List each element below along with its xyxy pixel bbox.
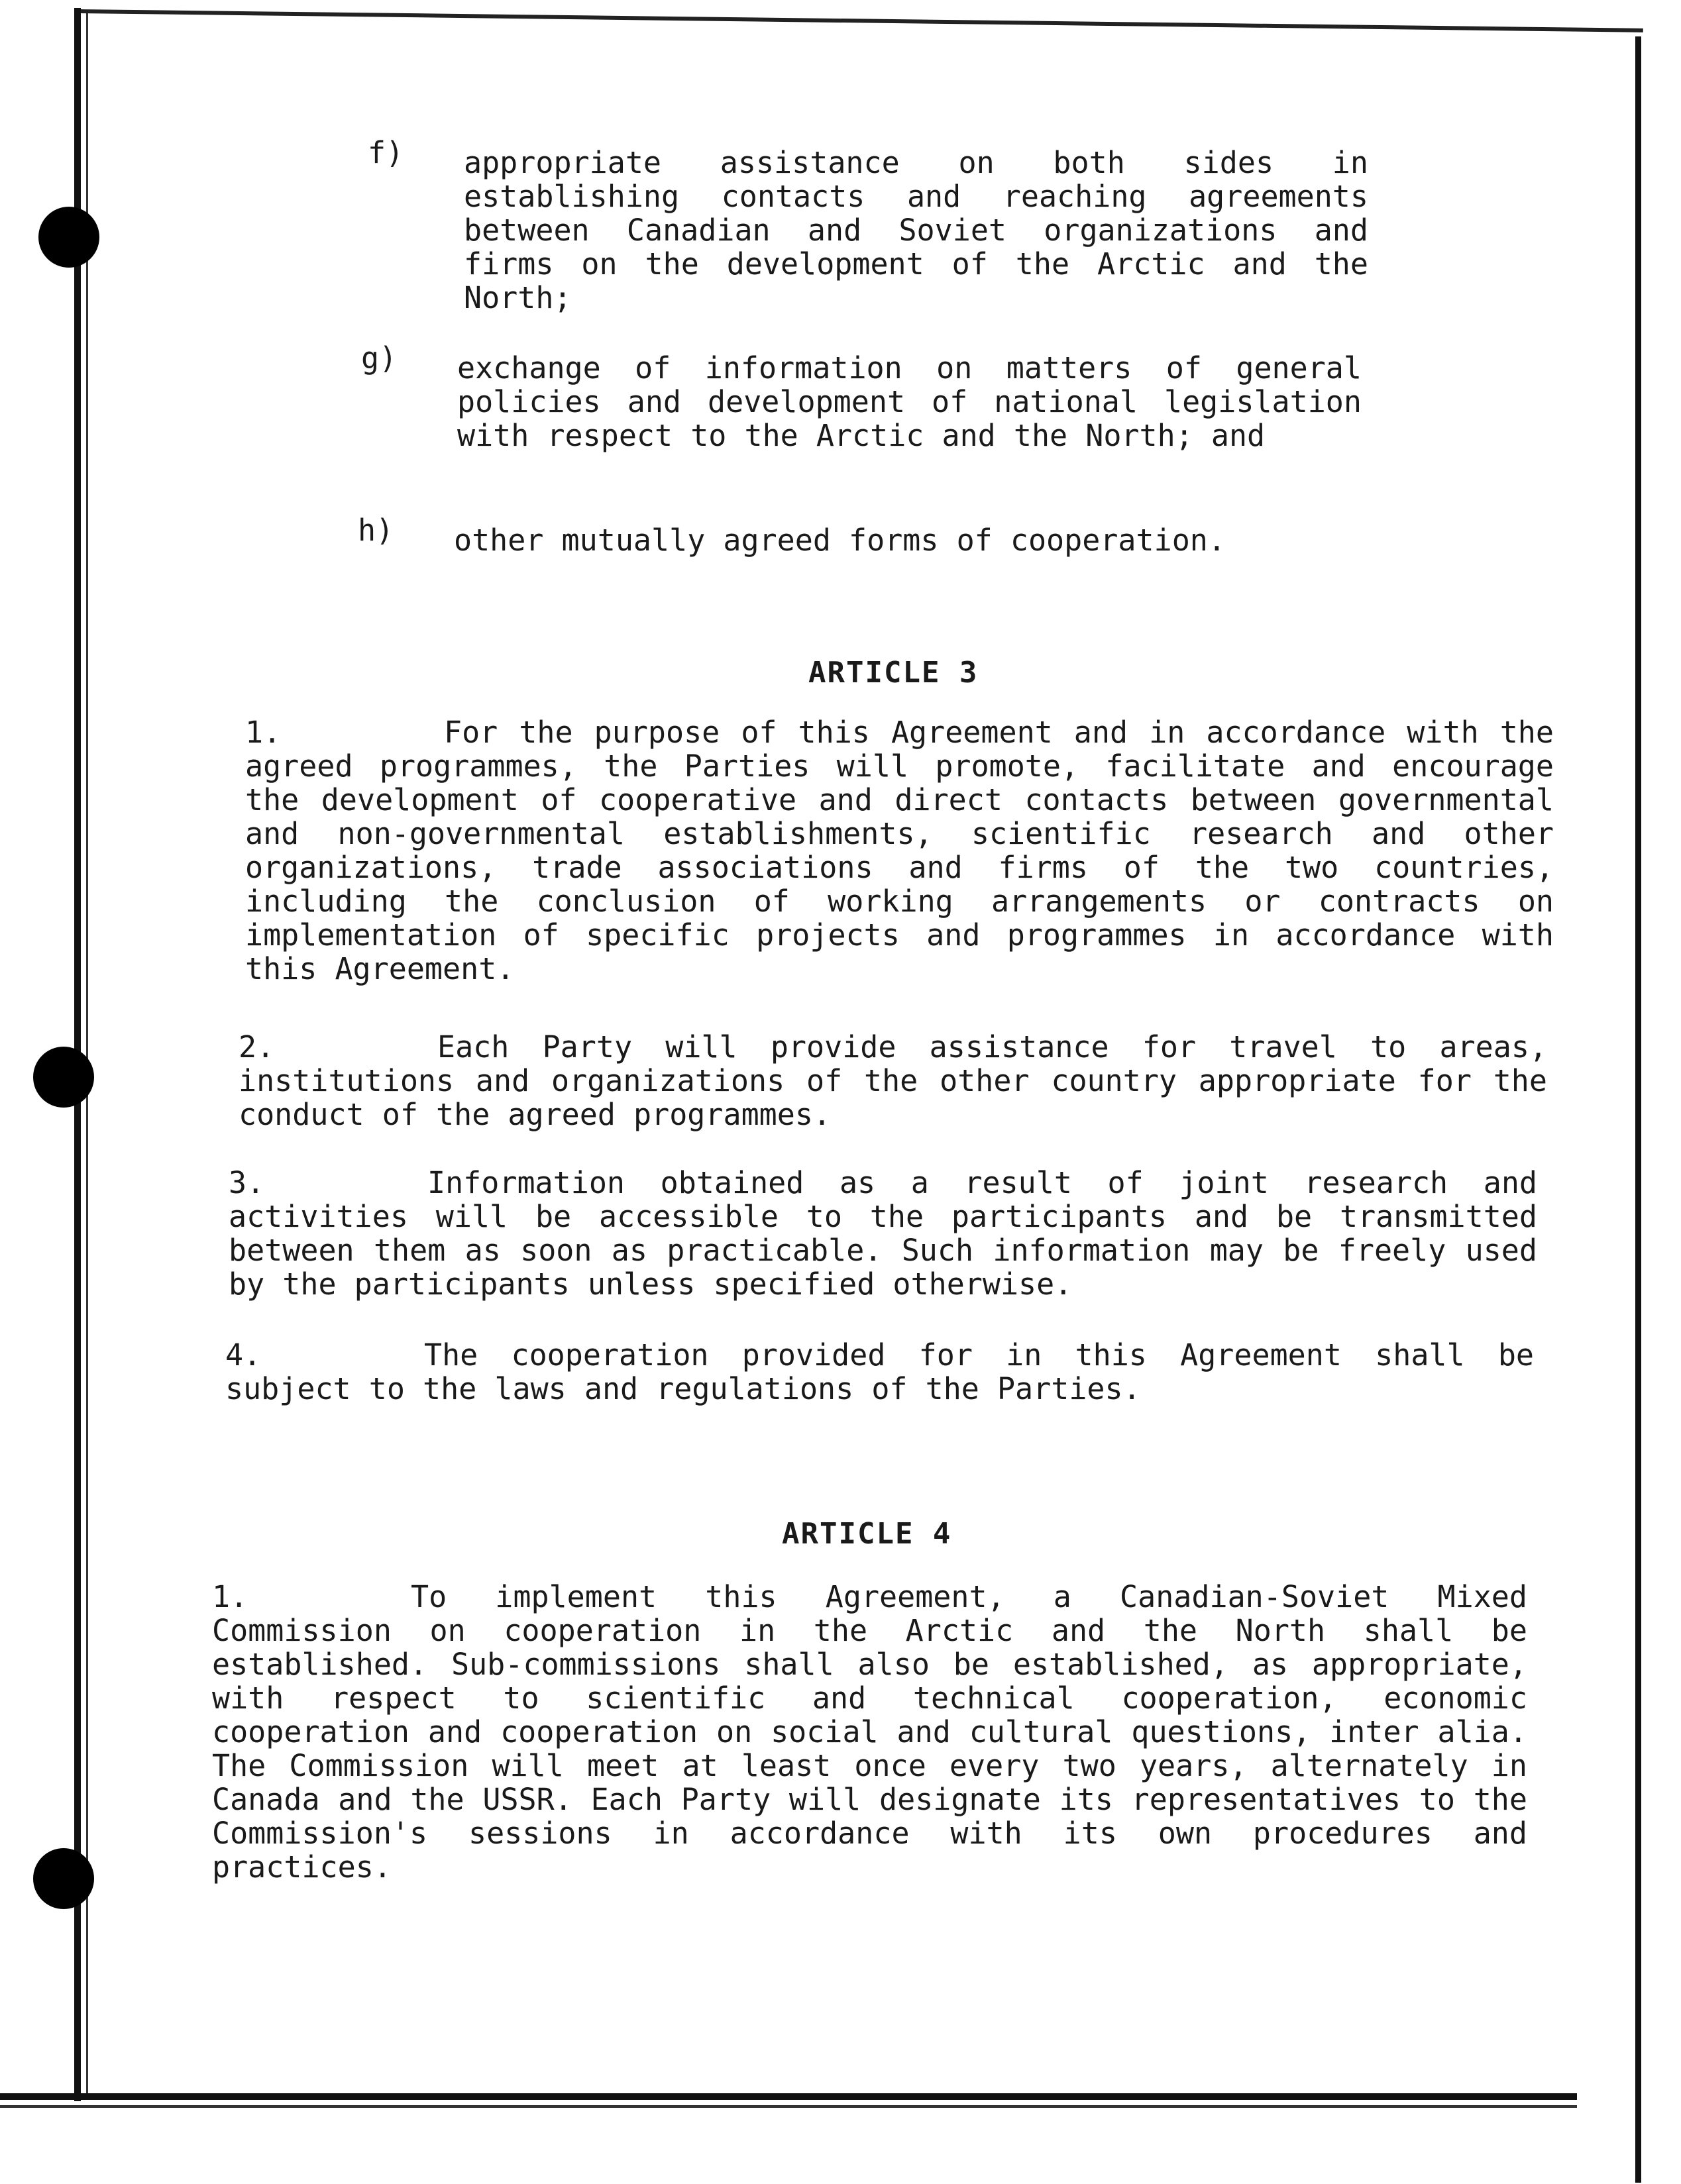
page-border-right [1635,36,1641,2183]
article-paragraph [229,1166,1537,1301]
paragraph-text: For the purpose of this Agreement and in accordance with the agreed programmes, the Parties will promote, facilitate and encourage the development of cooperative and direct contacts between governmental and non-governmental establishments, scientific research and other organizations, trade associations and firms of the two countries, including the conclusion of working arrangements or contracts on implementation of specific projects and programmes in accordance with this Agreement. [245,715,1554,986]
list-item-letter: f) [368,135,404,170]
list-item-text: other mutually agreed forms of cooperation. [454,523,1226,558]
paragraph-number: 4. [225,1337,262,1373]
article-paragraph [245,715,1554,986]
article-heading: ARTICLE 3 [808,656,979,690]
list-item-letter: g) [361,340,398,376]
binder-hole-middle [33,1047,94,1108]
paragraph-text: Each Party will provide assistance for travel to areas, institutions and organizations of the other country appropriate for the conduct of the agreed programmes. [239,1029,1547,1132]
paragraph-number: 2. [239,1029,275,1065]
page-border-left-inner [86,13,88,2093]
list-item-text: exchange of information on matters of general policies and development of national legislation with respect to the Arctic and the North; and [457,350,1362,453]
list-item-text: appropriate assistance on both sides in establishing contacts and reaching agreements between Canadian and Soviet organizations and firms on the development of the Arctic and the North; [464,145,1368,315]
article-heading: ARTICLE 4 [782,1517,952,1551]
page-border-bottom-inner [0,2105,1577,2108]
binder-hole-bottom [33,1848,94,1909]
page-border-bottom [0,2093,1577,2100]
article-paragraph [239,1030,1547,1131]
paragraph-number: 3. [229,1165,265,1200]
paragraph-text: Information obtained as a result of joint research and activities will be accessible to the participants and be transmitted between them as soon as practicable. Such information may be freely used by the participants unless specified otherwise. [229,1165,1537,1302]
paragraph-text: The cooperation provided for in this Agreement shall be subject to the laws and regulations of the Parties. [225,1337,1534,1406]
paragraph-number: 1. [245,715,282,750]
binder-hole-top [38,207,99,268]
article-paragraph [225,1338,1534,1406]
paragraph-number: 1. [212,1579,248,1614]
article-paragraph [212,1580,1527,1884]
paragraph-text: To implement this Agreement, a Canadian-Soviet Mixed Commission on cooperation in the Arctic and the North shall be established. Sub-commissions shall also be established, as appropriate, with respect to scientific and technical cooperation, economic cooperation and cooperation on social and cultural questions, inter alia. The Commission will meet at least once every two years, alternately in Canada and the USSR. Each Party will designate its representatives to the Commission's sessions in accordance with its own procedures and practices. [212,1579,1527,1885]
list-item-letter: h) [358,513,394,548]
page-border-top [80,9,1643,32]
